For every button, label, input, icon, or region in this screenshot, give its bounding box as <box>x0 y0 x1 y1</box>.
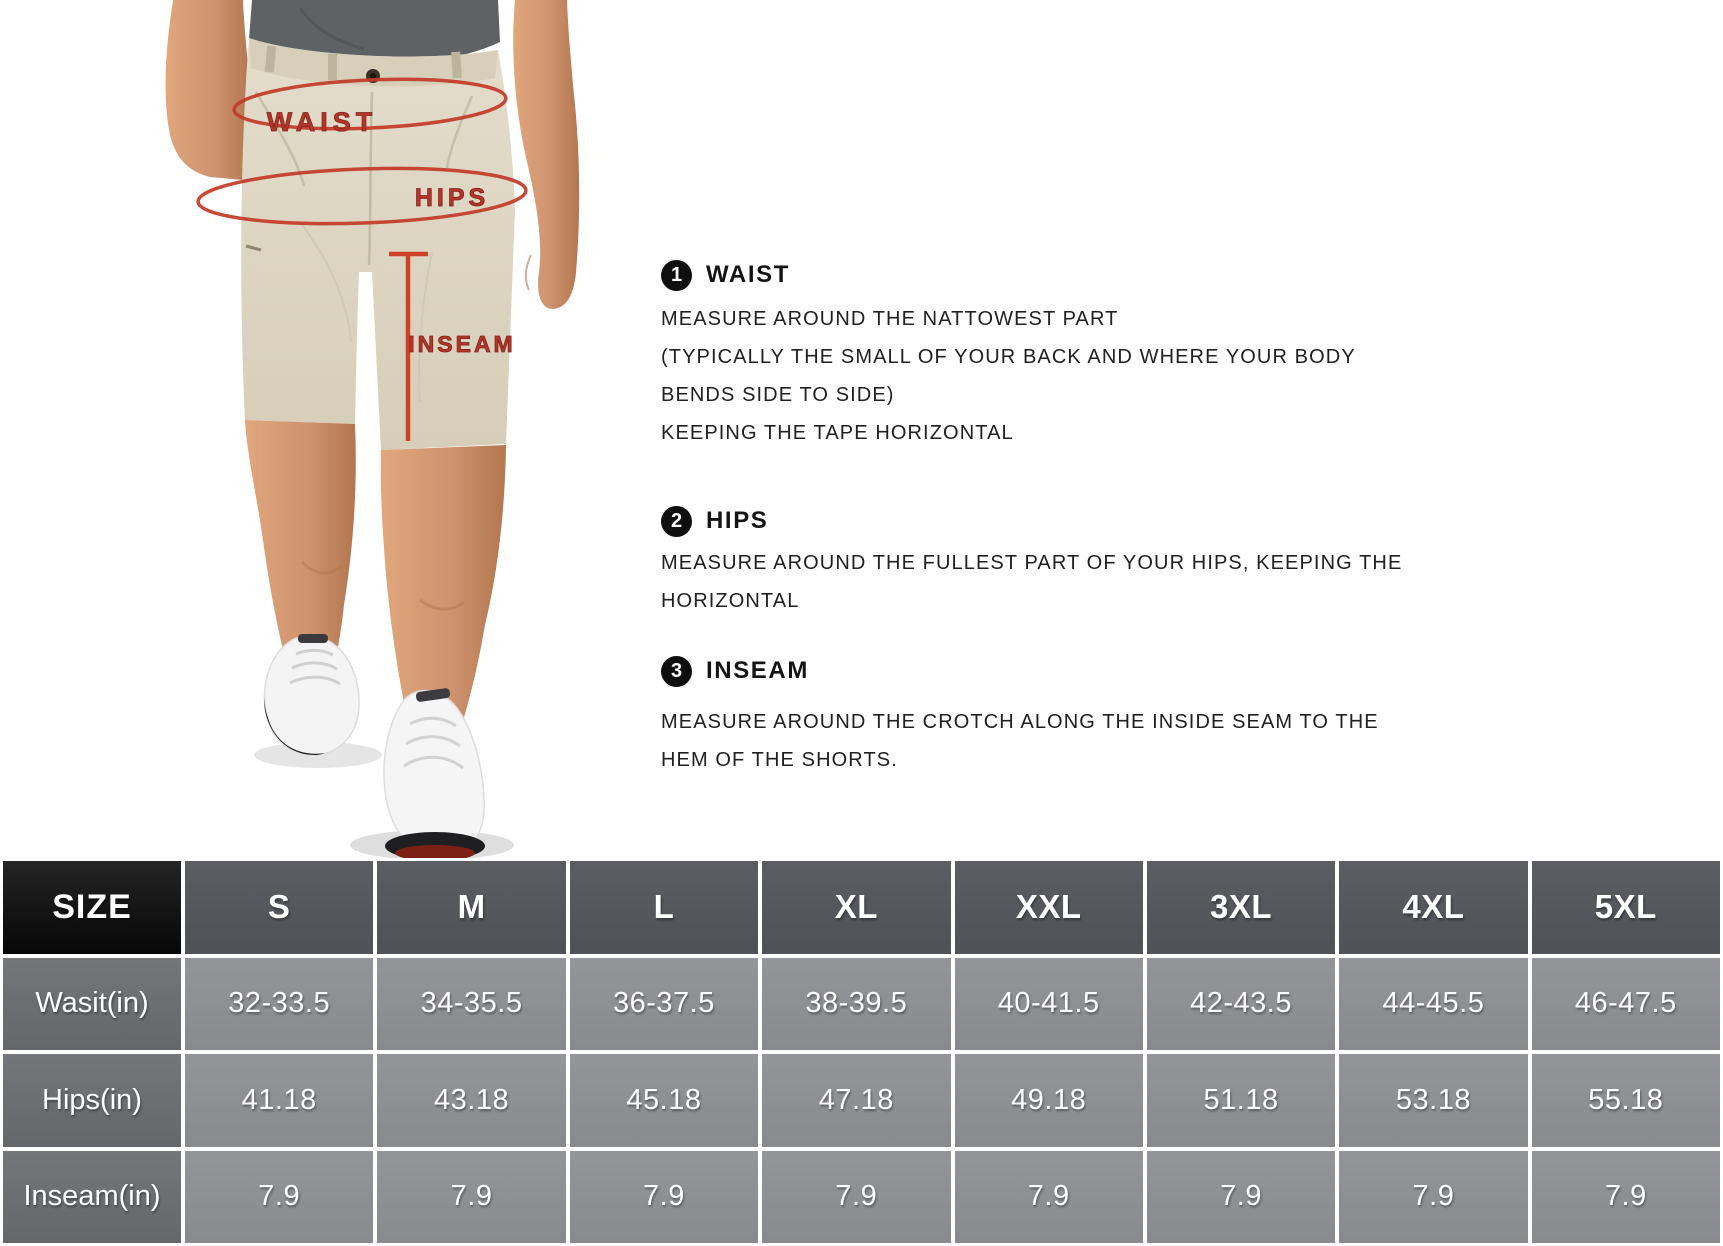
size-value-cell: 41.18 <box>185 1054 373 1147</box>
model-illustration <box>0 0 600 858</box>
size-value-cell: 7.9 <box>570 1151 758 1244</box>
instruction-inseam-title: INSEAM <box>706 657 809 684</box>
inseam-annotation-label: INSEAM <box>408 331 516 357</box>
instruction-line: MEASURE AROUND THE NATTOWEST PART <box>661 308 1119 330</box>
size-value-cell: 45.18 <box>570 1054 758 1147</box>
size-value-cell: 43.18 <box>377 1054 565 1147</box>
instruction-hips-heading <box>661 502 1402 540</box>
size-value-cell: 51.18 <box>1147 1054 1335 1147</box>
row-label-cell: Wasit(in) <box>3 958 181 1051</box>
instruction-line: HORIZONTAL <box>661 590 800 612</box>
size-header-cell: XXL <box>955 861 1143 954</box>
size-value-cell: 38-39.5 <box>762 958 950 1051</box>
instruction-line: MEASURE AROUND THE CROTCH ALONG THE INSIDE SEAM TO THE <box>661 711 1379 733</box>
size-value-cell: 42-43.5 <box>1147 958 1335 1051</box>
size-header-cell: XL <box>762 861 950 954</box>
instruction-waist-title: WAIST <box>706 261 790 288</box>
size-value-cell: 7.9 <box>955 1151 1143 1244</box>
size-value-cell: 53.18 <box>1339 1054 1527 1147</box>
right-shoe <box>384 688 485 858</box>
size-value-cell: 7.9 <box>185 1151 373 1244</box>
size-header-cell: 4XL <box>1339 861 1527 954</box>
size-value-cell: 34-35.5 <box>377 958 565 1051</box>
instruction-hips <box>661 502 1402 620</box>
size-value-cell: 40-41.5 <box>955 958 1143 1051</box>
size-chart-corner-cell: SIZE <box>3 861 181 954</box>
size-value-cell: 36-37.5 <box>570 958 758 1051</box>
size-header-cell: L <box>570 861 758 954</box>
shorts <box>241 38 515 450</box>
size-value-cell: 7.9 <box>1532 1151 1720 1244</box>
instruction-inseam-heading <box>661 652 1379 690</box>
size-header-cell: 5XL <box>1532 861 1720 954</box>
size-value-cell: 7.9 <box>377 1151 565 1244</box>
size-value-cell: 46-47.5 <box>1532 958 1720 1051</box>
size-header-cell: S <box>185 861 373 954</box>
instruction-inseam-body <box>661 703 1379 779</box>
size-value-cell: 7.9 <box>1147 1151 1335 1244</box>
size-chart-table <box>0 858 1723 1246</box>
instruction-waist <box>661 256 1356 452</box>
instruction-hips-body <box>661 544 1402 620</box>
instruction-line: BENDS SIDE TO SIDE) <box>661 384 895 406</box>
instruction-line: MEASURE AROUND THE FULLEST PART OF YOUR HIPS, KEEPING THE <box>661 552 1403 574</box>
row-label-cell: Hips(in) <box>3 1054 181 1147</box>
size-value-cell: 44-45.5 <box>1339 958 1527 1051</box>
instruction-inseam <box>661 652 1379 779</box>
step-1-badge: 1 <box>661 260 692 291</box>
left-shoe <box>264 634 359 755</box>
hips-annotation-label: HIPS <box>414 184 490 212</box>
row-label-cell: Inseam(in) <box>3 1151 181 1244</box>
instruction-line: HEM OF THE SHORTS. <box>661 749 898 771</box>
size-value-cell: 49.18 <box>955 1054 1143 1147</box>
step-3-badge: 3 <box>661 656 692 687</box>
waist-annotation-label: WAIST <box>266 107 378 137</box>
size-value-cell: 47.18 <box>762 1054 950 1147</box>
instruction-line: (TYPICALLY THE SMALL OF YOUR BACK AND WHERE YOUR BODY <box>661 346 1356 368</box>
instruction-hips-title: HIPS <box>706 507 769 534</box>
measurement-instructions <box>661 0 1491 858</box>
size-value-cell: 7.9 <box>1339 1151 1527 1244</box>
step-2-badge: 2 <box>661 506 692 537</box>
instruction-waist-heading <box>661 256 1356 294</box>
size-value-cell: 55.18 <box>1532 1054 1720 1147</box>
size-header-cell: M <box>377 861 565 954</box>
instruction-line: KEEPING THE TAPE HORIZONTAL <box>661 422 1014 444</box>
size-value-cell: 32-33.5 <box>185 958 373 1051</box>
model-photo <box>0 0 600 858</box>
size-header-cell: 3XL <box>1147 861 1335 954</box>
size-value-cell: 7.9 <box>762 1151 950 1244</box>
instruction-waist-body <box>661 300 1356 452</box>
